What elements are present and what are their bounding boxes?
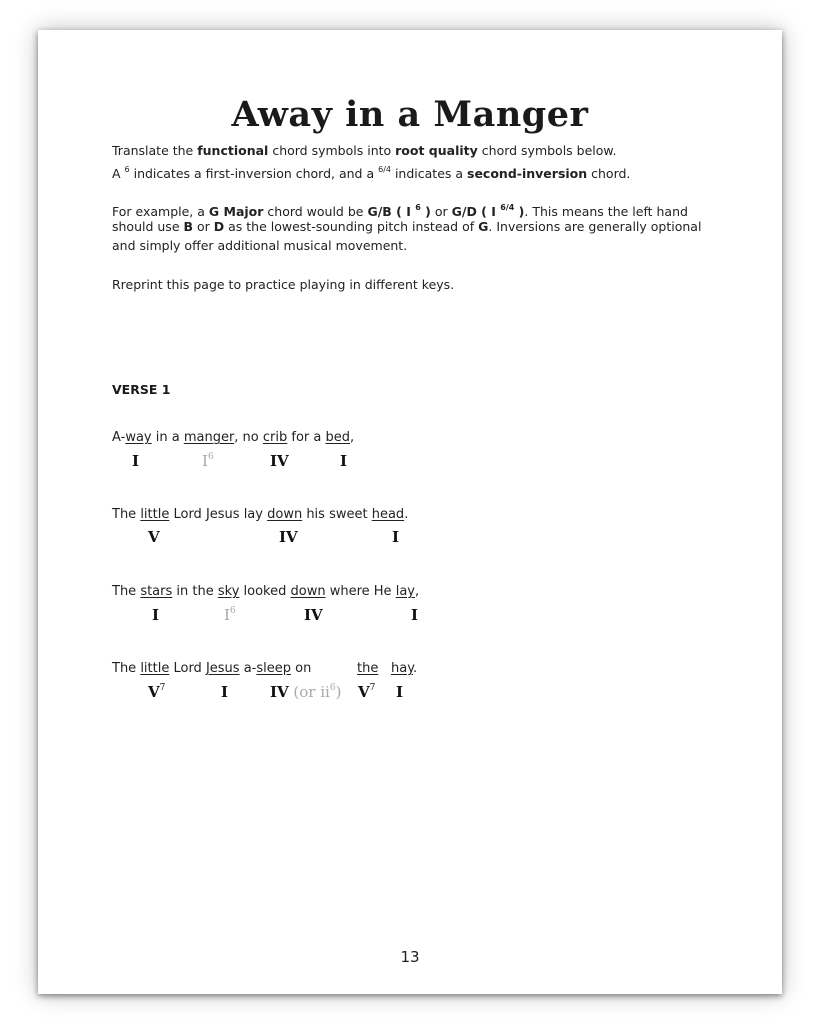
lyric-text: in the xyxy=(172,584,218,599)
chord-extension: 7 xyxy=(159,683,166,693)
lyric-text: The xyxy=(112,661,141,676)
superscript: 6 xyxy=(415,203,421,212)
lyric-underlined: down xyxy=(290,584,326,599)
chord-extension: 7 xyxy=(369,683,376,693)
text: chord would be xyxy=(263,204,368,219)
chord-root: I xyxy=(411,606,419,624)
chord-symbol xyxy=(411,606,418,624)
lyric-underlined: stars xyxy=(140,584,173,599)
lyric-text: Lord xyxy=(169,661,206,676)
chord-root: V xyxy=(148,683,160,701)
text: indicates a xyxy=(390,166,468,181)
bold-text: root quality xyxy=(395,143,478,158)
bold-text: ) xyxy=(514,204,525,219)
superscript: 6 xyxy=(124,165,130,174)
bold-text: G/D ( I xyxy=(451,204,501,219)
lyric-line-1 xyxy=(112,430,354,445)
text: as the lowest-sounding pitch instead of xyxy=(224,219,479,234)
chord-symbol xyxy=(340,452,347,470)
chord-root: I xyxy=(224,606,230,624)
lyric-underlined: head xyxy=(371,507,405,522)
lyric-underlined: crib xyxy=(262,430,288,445)
bold-text: G/B ( I xyxy=(367,204,416,219)
lyric-underlined: Jesus xyxy=(205,661,240,676)
instructions-line-2 xyxy=(112,160,630,183)
lyric-text: A- xyxy=(112,430,126,445)
verse-heading: VERSE 1 xyxy=(112,382,171,397)
chord-symbol xyxy=(304,606,323,624)
bold-text: G xyxy=(478,219,489,234)
chord-inversion: 6 xyxy=(207,452,214,462)
bold-text: D xyxy=(213,219,225,234)
example-line-3: and simply offer additional musical movement. xyxy=(112,238,408,253)
chord-symbol xyxy=(392,528,399,546)
lyric-underlined: bed xyxy=(325,430,351,445)
text: chord symbols below. xyxy=(477,143,617,158)
bold-text: functional xyxy=(197,143,269,158)
lyric-text: , no xyxy=(234,430,263,445)
lyric-underlined: hay xyxy=(391,661,414,676)
text: should use xyxy=(112,219,184,234)
chord-symbol xyxy=(224,606,236,624)
chord-symbol xyxy=(270,683,341,701)
text: Translate the xyxy=(112,143,198,158)
lyric-underlined: little xyxy=(140,507,170,522)
bold-text: G Major xyxy=(208,204,264,219)
text: chord. xyxy=(587,166,631,181)
worksheet-page xyxy=(38,30,782,994)
bold-text: ) xyxy=(420,204,431,219)
bold-text: B xyxy=(183,219,194,234)
example-line-2 xyxy=(112,217,701,236)
lyric-text: looked xyxy=(239,584,291,599)
bold-text: second-inversion xyxy=(467,166,588,181)
page-number: 13 xyxy=(400,948,420,966)
chord-symbol xyxy=(221,683,228,701)
chord-inversion: 6 xyxy=(229,606,236,616)
lyric-text: a- xyxy=(239,661,257,676)
text: or xyxy=(430,204,452,219)
page-title: Away in a Manger xyxy=(231,94,589,135)
lyric-text: in a xyxy=(151,430,184,445)
text: A xyxy=(112,166,125,181)
text: . Inversions are generally optional xyxy=(488,219,702,234)
chord-root: V xyxy=(148,528,160,546)
chord-root: I xyxy=(132,452,140,470)
chord-root: I xyxy=(340,452,348,470)
lyric-line-3 xyxy=(112,584,419,599)
chord-alternative: (or ii xyxy=(288,683,330,701)
lyric-underlined: lay xyxy=(395,584,415,599)
lyric-underlined: the xyxy=(357,661,379,676)
chord-root: IV xyxy=(279,528,298,546)
lyric-text: his sweet xyxy=(302,507,372,522)
lyric-text: , xyxy=(350,430,355,445)
lyric-text: . xyxy=(404,507,409,522)
text: . This means the left hand xyxy=(524,204,688,219)
reprint-note: Rreprint this page to practice playing in different keys. xyxy=(112,277,455,292)
lyric-text: The xyxy=(112,584,141,599)
chord-symbol xyxy=(152,606,159,624)
chord-symbol xyxy=(202,452,214,470)
chord-symbol xyxy=(148,528,160,546)
chord-root: I xyxy=(202,452,208,470)
chord-root: IV xyxy=(270,452,289,470)
lyric-text: where He xyxy=(325,584,396,599)
lyric-underlined: sky xyxy=(217,584,240,599)
instructions-line-1 xyxy=(112,141,616,160)
lyric-text: Lord Jesus lay xyxy=(169,507,268,522)
lyric-underlined: manger xyxy=(183,430,235,445)
chord-root: I xyxy=(396,683,404,701)
lyric-underlined: way xyxy=(125,430,152,445)
chord-root: IV xyxy=(270,683,289,701)
chord-symbol xyxy=(270,452,289,470)
lyric-underlined: sleep xyxy=(256,661,292,676)
chord-root: I xyxy=(152,606,160,624)
chord-symbol xyxy=(148,683,165,701)
chord-symbol xyxy=(132,452,139,470)
text: indicates a first-inversion chord, and a xyxy=(129,166,379,181)
lyric-line-2 xyxy=(112,507,408,522)
superscript: 6/4 xyxy=(378,165,391,174)
chord-root: V xyxy=(358,683,370,701)
chord-alternative: ) xyxy=(335,683,342,701)
lyric-underlined: down xyxy=(267,507,303,522)
lyric-text: on xyxy=(291,661,312,676)
lyric-text: The xyxy=(112,507,141,522)
lyric-fragment xyxy=(391,661,417,676)
text: For example, a xyxy=(112,204,209,219)
chord-symbol xyxy=(358,683,375,701)
lyric-text: , xyxy=(414,584,420,599)
chord-symbol xyxy=(279,528,298,546)
chord-root: I xyxy=(221,683,229,701)
chord-root: I xyxy=(392,528,400,546)
superscript: 6/4 xyxy=(500,203,515,212)
lyric-text: . xyxy=(413,661,418,676)
text: or xyxy=(193,219,214,234)
lyric-line-4 xyxy=(112,661,311,676)
lyric-fragment xyxy=(357,661,378,676)
text: chord symbols into xyxy=(268,143,396,158)
chord-alternative-inversion: 6 xyxy=(329,683,336,693)
lyric-underlined: little xyxy=(140,661,170,676)
chord-symbol xyxy=(396,683,403,701)
chord-root: IV xyxy=(304,606,323,624)
lyric-text: for a xyxy=(287,430,326,445)
